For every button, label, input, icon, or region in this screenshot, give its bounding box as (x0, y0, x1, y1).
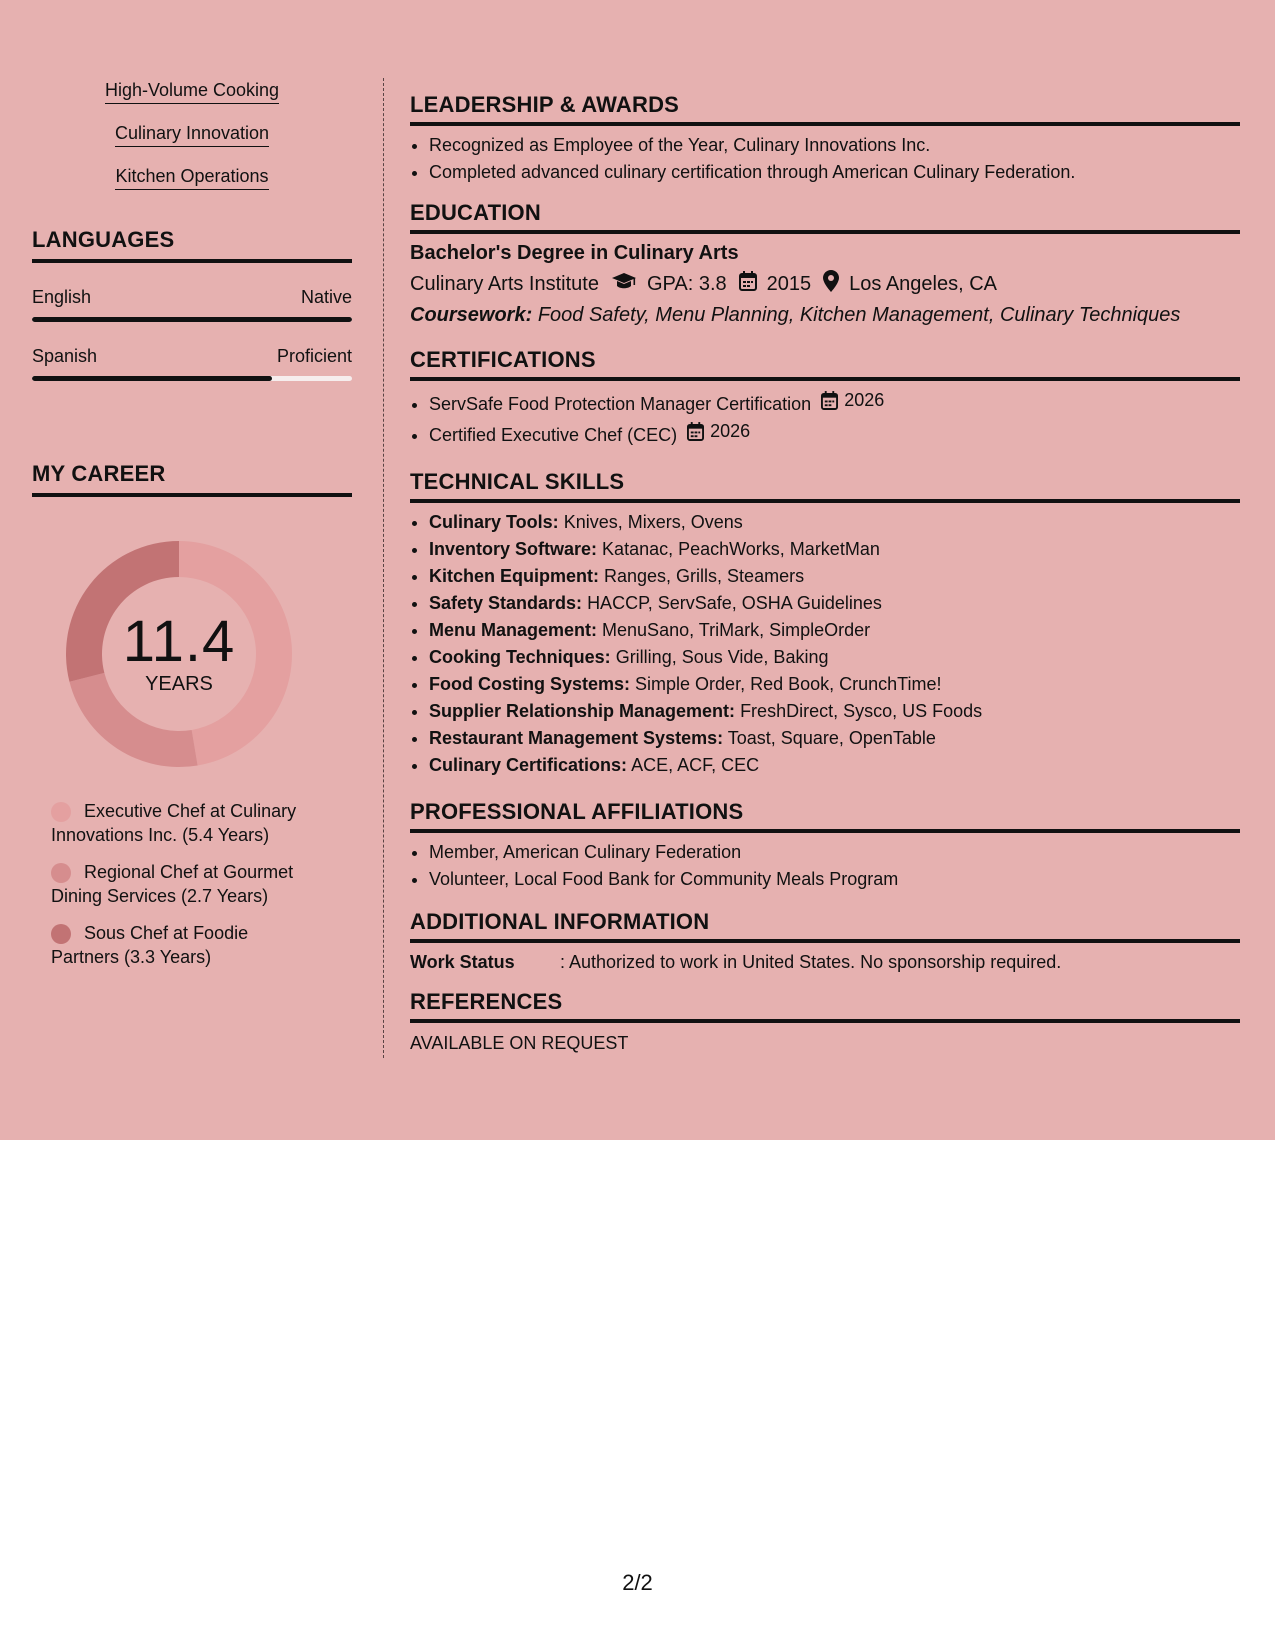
skills-list (32, 80, 352, 187)
technical-skill-value: ACE, ACF, CEC (631, 755, 760, 775)
graduation-cap-icon (611, 272, 637, 296)
education-school: Culinary Arts Institute (410, 272, 599, 295)
affiliation-item: • Volunteer, Local Food Bank for Community Meals Program (429, 866, 1240, 893)
career-total-years: 11.4 (122, 608, 236, 674)
career-section (32, 461, 352, 969)
page-number: 2/2 (622, 1570, 653, 1595)
technical-skill-item (429, 563, 1240, 590)
technical-skill-item (429, 617, 1240, 644)
sidebar (32, 80, 352, 982)
language-proficiency-bar (32, 376, 352, 381)
technical-skill-label: Supplier Relationship Management: (429, 701, 736, 721)
technical-skill-label: Kitchen Equipment: (429, 566, 599, 586)
certifications-list (410, 387, 1240, 449)
work-status-value: : Authorized to work in United States. No sponsorship required. (560, 952, 1062, 972)
technical-skills-list (410, 509, 1240, 779)
skill-tag-label: Kitchen Operations (115, 166, 268, 190)
coursework-label: Coursework: (410, 304, 533, 326)
certification-date (821, 387, 884, 414)
calendar-icon (821, 391, 841, 410)
languages-heading: LANGUAGES (32, 227, 352, 263)
career-heading: MY CAREER (32, 461, 352, 497)
affiliations-title: PROFESSIONAL AFFILIATIONS (410, 799, 1240, 833)
language-proficiency-bar (32, 317, 352, 322)
location-pin-icon (823, 270, 839, 298)
references-title: REFERENCES (410, 989, 1240, 1023)
legend-dot-icon (51, 924, 71, 944)
technical-skill-label: Food Costing Systems: (429, 674, 631, 694)
column-divider (383, 78, 384, 1058)
technical-skill-value: Toast, Square, OpenTable (727, 728, 936, 748)
education-section (410, 200, 1240, 327)
technical-skill-label: Safety Standards: (429, 593, 583, 613)
career-total-unit: YEARS (145, 672, 213, 695)
leadership-item: • Recognized as Employee of the Year, Culinary Innovations Inc. (429, 132, 1240, 159)
technical-skill-item (429, 752, 1240, 779)
affiliations-list (410, 839, 1240, 893)
technical-skills-section (410, 469, 1240, 779)
work-status-row (410, 952, 1240, 973)
languages-list (32, 287, 352, 381)
technical-skill-item (429, 536, 1240, 563)
language-proficiency-fill (32, 317, 352, 322)
main-column (410, 92, 1240, 1068)
calendar-icon (739, 271, 757, 297)
career-donut-chart (64, 539, 294, 769)
career-legend-label: Regional Chef at Gourmet Dining Services (2.7 Years) (51, 862, 294, 906)
education-coursework (410, 304, 1240, 327)
education-details (410, 270, 1240, 298)
leadership-item: • Completed advanced culinary certification through American Culinary Federation. (429, 159, 1240, 186)
technical-skill-item (429, 698, 1240, 725)
technical-skill-value: HACCP, ServSafe, OSHA Guidelines (587, 593, 882, 613)
technical-skill-value: FreshDirect, Sysco, US Foods (740, 701, 983, 721)
coursework-value: Food Safety, Menu Planning, Kitchen Management, Culinary Techniques (537, 304, 1181, 326)
skill-tag (32, 123, 352, 144)
career-legend-label: Sous Chef at Foodie Partners (3.3 Years) (51, 923, 249, 967)
education-gpa: GPA: 3.8 (646, 272, 727, 295)
skill-tag-label: High-Volume Cooking (105, 80, 279, 104)
certification-year: 2026 (844, 390, 885, 410)
education-title: EDUCATION (410, 200, 1240, 234)
additional-info-title: ADDITIONAL INFORMATION (410, 909, 1240, 943)
leadership-section (410, 92, 1240, 186)
language-level: Native (300, 287, 352, 307)
career-legend-item (51, 860, 311, 908)
donut-center (64, 539, 294, 769)
technical-skill-value: Katanac, PeachWorks, MarketMan (602, 539, 880, 559)
skill-tag (32, 80, 352, 101)
technical-skills-title: TECHNICAL SKILLS (410, 469, 1240, 503)
education-year: 2015 (766, 272, 812, 295)
career-legend-label: Executive Chef at Culinary Innovations Inc. (5.4 Years) (51, 801, 297, 845)
technical-skill-value: Grilling, Sous Vide, Baking (615, 647, 829, 667)
technical-skill-label: Culinary Tools: (429, 512, 559, 532)
certification-year: 2026 (710, 421, 751, 441)
language-row (32, 287, 352, 308)
certification-date (687, 418, 750, 445)
technical-skill-item (429, 725, 1240, 752)
career-legend-item (51, 799, 311, 847)
technical-skill-value: Ranges, Grills, Steamers (604, 566, 805, 586)
certification-item (429, 387, 1240, 418)
language-level: Proficient (276, 346, 352, 366)
technical-skill-value: MenuSano, TriMark, SimpleOrder (602, 620, 871, 640)
language-name: English (32, 287, 92, 307)
education-degree: Bachelor's Degree in Culinary Arts (410, 242, 739, 264)
affiliations-section (410, 799, 1240, 893)
technical-skill-item (429, 590, 1240, 617)
additional-info-section (410, 909, 1240, 973)
technical-skill-label: Menu Management: (429, 620, 598, 640)
technical-skill-label: Culinary Certifications: (429, 755, 628, 775)
technical-skill-label: Restaurant Management Systems: (429, 728, 724, 748)
references-section (410, 989, 1240, 1054)
leadership-title: LEADERSHIP & AWARDS (410, 92, 1240, 126)
work-status-label: Work Status (410, 952, 515, 972)
language-row (32, 346, 352, 367)
calendar-icon (687, 422, 707, 441)
skill-tag (32, 166, 352, 187)
certifications-section (410, 347, 1240, 449)
references-text: AVAILABLE ON REQUEST (410, 1033, 629, 1053)
legend-dot-icon (51, 863, 71, 883)
technical-skill-value: Simple Order, Red Book, CrunchTime! (635, 674, 942, 694)
technical-skill-item (429, 509, 1240, 536)
technical-skill-label: Inventory Software: (429, 539, 598, 559)
skill-tag-label: Culinary Innovation (115, 123, 269, 147)
technical-skill-item (429, 644, 1240, 671)
certification-name: Certified Executive Chef (CEC) (429, 425, 678, 445)
certification-item (429, 418, 1240, 449)
languages-section (32, 227, 352, 381)
language-name: Spanish (32, 346, 98, 366)
language-proficiency-fill (32, 376, 272, 381)
legend-dot-icon (51, 802, 71, 822)
leadership-list (410, 132, 1240, 186)
certifications-title: CERTIFICATIONS (410, 347, 1240, 381)
certification-name: ServSafe Food Protection Manager Certification (429, 394, 812, 414)
technical-skill-value: Knives, Mixers, Ovens (563, 512, 743, 532)
career-legend-item (51, 921, 311, 969)
education-location: Los Angeles, CA (849, 272, 998, 295)
technical-skill-item (429, 671, 1240, 698)
career-legend (32, 799, 352, 969)
technical-skill-label: Cooking Techniques: (429, 647, 611, 667)
affiliation-item: • Member, American Culinary Federation (429, 839, 1240, 866)
